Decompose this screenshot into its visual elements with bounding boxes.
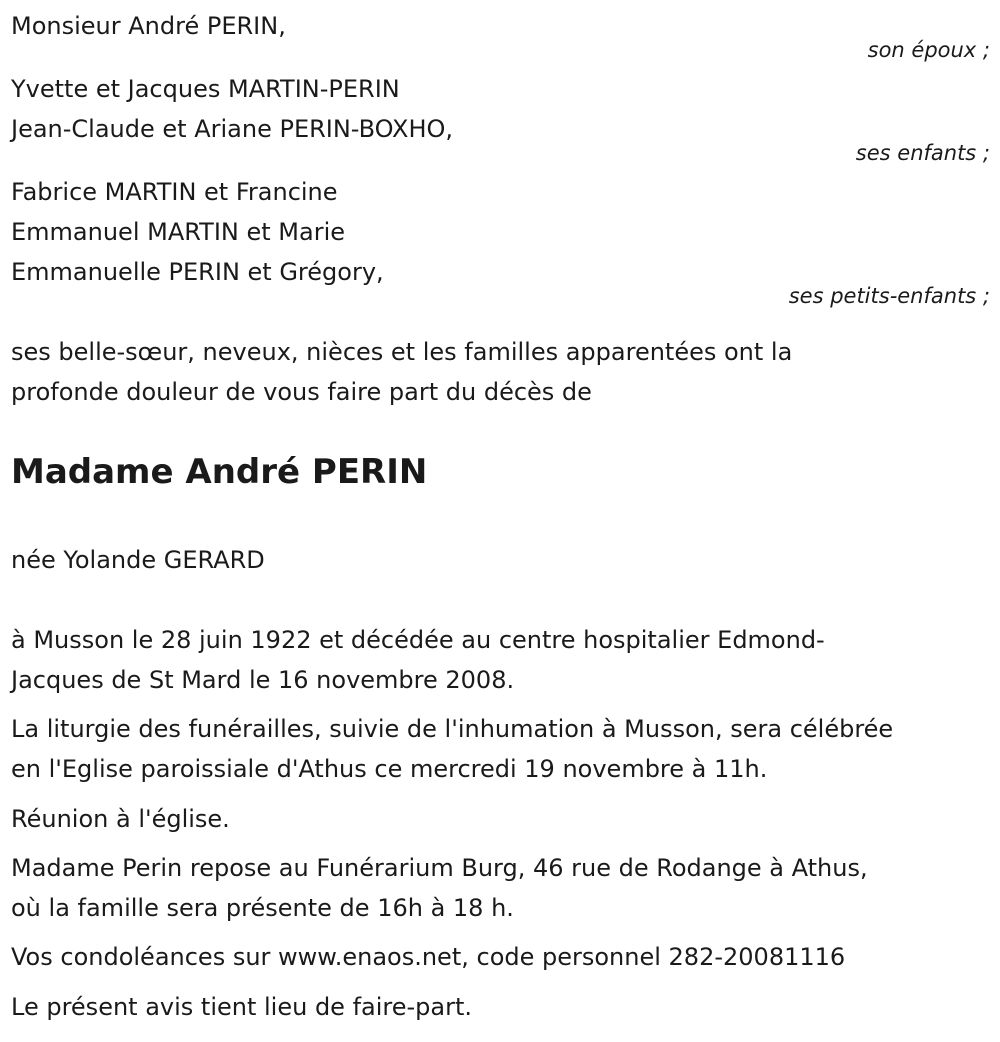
maiden-name: née Yolande GERARD [11,546,265,574]
birth-death-line-1: à Musson le 28 juin 1922 et décédée au centre hospitalier Edmond- [11,626,825,654]
intro-line-2: profonde douleur de vous faire part du décès de [11,378,592,406]
spouse-name: Monsieur André PERIN, [11,12,286,40]
child-line-1: Yvette et Jacques MARTIN-PERIN [11,75,400,103]
deceased-name: Madame André PERIN [11,452,428,492]
liturgy-line-2: en l'Eglise paroissiale d'Athus ce mercredi 19 novembre à 11h. [11,755,768,783]
liturgy-line-1: La liturgie des funérailles, suivie de l'inhumation à Musson, sera célébrée [11,715,894,743]
children-role: ses enfants ; [855,141,990,165]
grandchildren-role: ses petits-enfants ; [788,284,990,308]
notice-text: Le présent avis tient lieu de faire-part. [11,993,473,1021]
child-line-2: Jean-Claude et Ariane PERIN-BOXHO, [11,115,454,143]
grandchild-line-1: Fabrice MARTIN et Francine [11,178,338,206]
birth-death-line-2: Jacques de St Mard le 16 novembre 2008. [11,666,515,694]
grandchild-line-3: Emmanuelle PERIN et Grégory, [11,258,384,286]
reunion-text: Réunion à l'église. [11,805,230,833]
spouse-role: son époux ; [867,38,990,62]
repose-line-1: Madame Perin repose au Funérarium Burg, 46 rue de Rodange à Athus, [11,854,868,882]
grandchild-line-2: Emmanuel MARTIN et Marie [11,218,346,246]
repose-line-2: où la famille sera présente de 16h à 18 h. [11,894,514,922]
condolences-text: Vos condoléances sur www.enaos.net, code personnel 282-20081116 [11,943,846,971]
intro-line-1: ses belle-sœur, neveux, nièces et les familles apparentées ont la [11,338,793,366]
